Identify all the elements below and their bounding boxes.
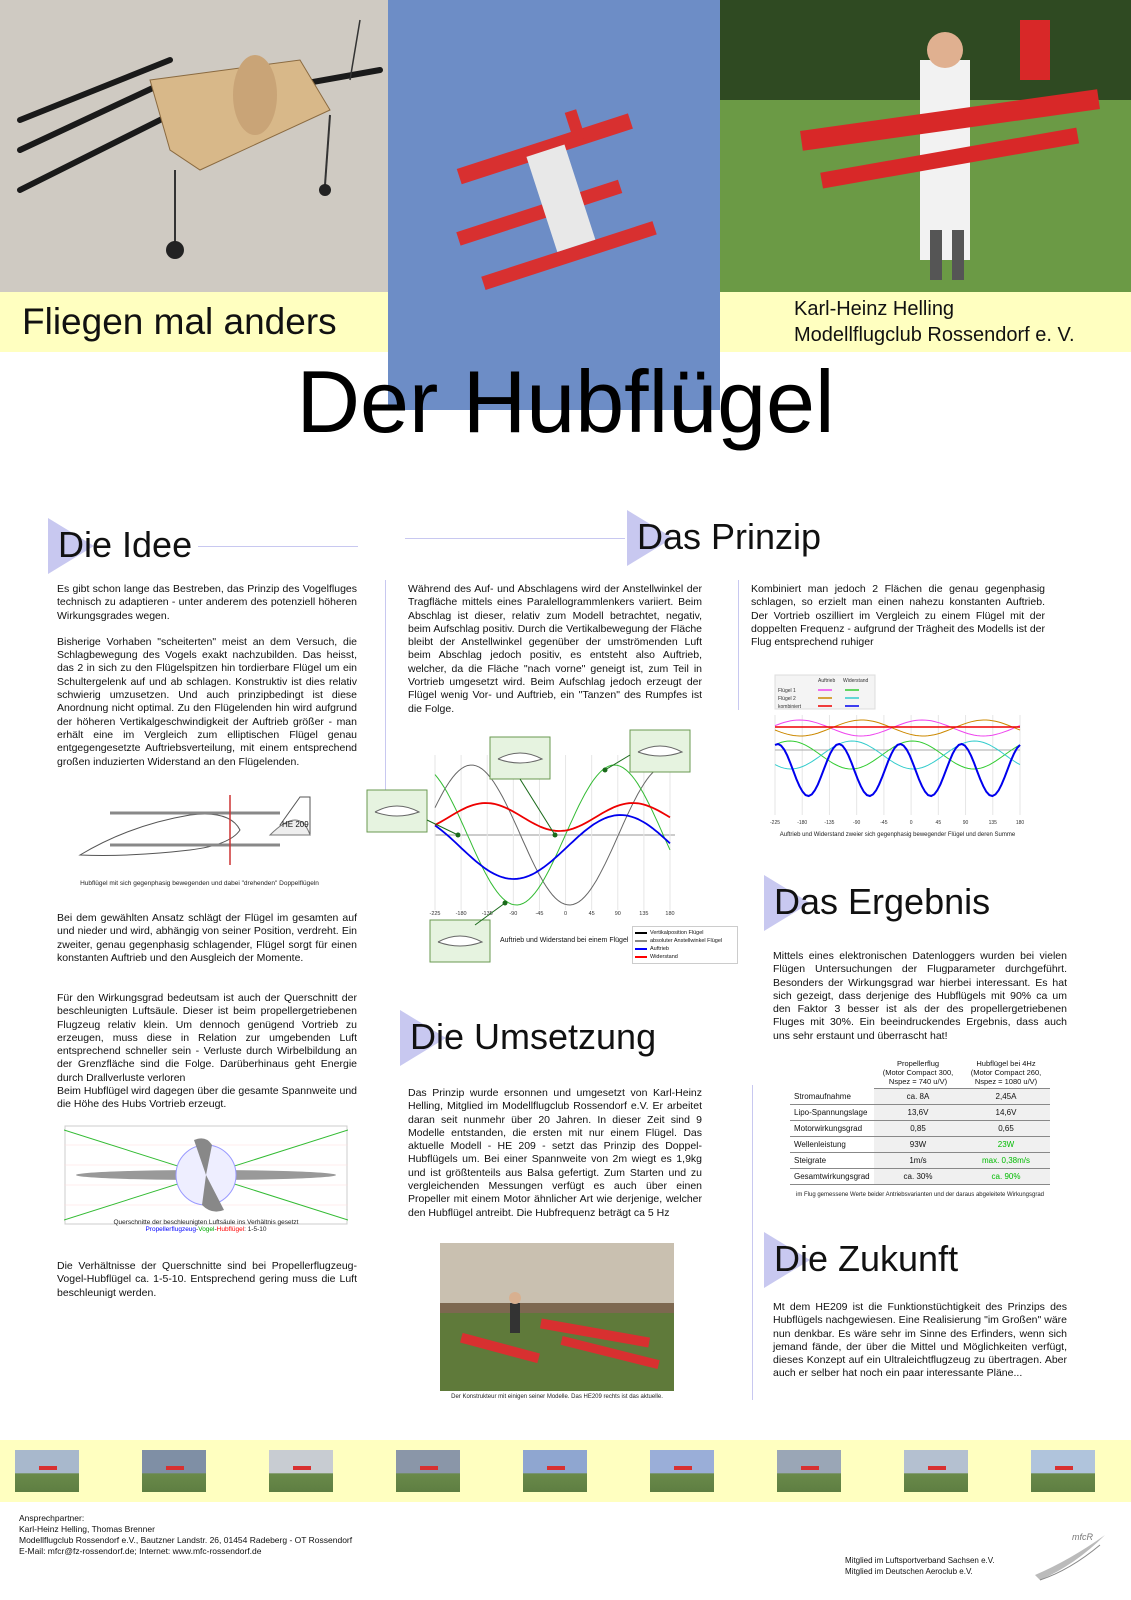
tick-label: 0 bbox=[564, 911, 568, 917]
value-hub: ca. 90% bbox=[962, 1169, 1050, 1185]
paragraph: Bei dem gewählten Ansatz schlägt der Flügel im gesamten auf und nieder und wird, abhängig von seiner Position, verdreht. Ein zweiter, genau gegenphasig schlagender, Flügel sorgt für einen konstanten Auftrieb und den Ausgleich der Momente. bbox=[57, 912, 357, 964]
section-header-idee bbox=[48, 518, 358, 574]
plane-icon bbox=[420, 1466, 438, 1470]
row-label: Lipo-Spannungslage bbox=[790, 1105, 874, 1121]
table-row bbox=[790, 1105, 1050, 1121]
value-prop: ca. 30% bbox=[874, 1169, 962, 1185]
author-illustration bbox=[720, 0, 1131, 292]
value-hub: 23W bbox=[962, 1137, 1050, 1153]
series-lift bbox=[435, 815, 670, 879]
value-hub: 14,6V bbox=[962, 1105, 1050, 1121]
tick-label: 180 bbox=[665, 911, 675, 917]
constructor-illustration bbox=[440, 1243, 674, 1391]
flight-thumbnail bbox=[523, 1450, 587, 1492]
flight-thumbnail bbox=[1031, 1450, 1095, 1492]
paragraph: Es gibt schon lange das Bestreben, das Prinzip des Vogelfluges technisch zu adaptieren - unter anderem des potenziell höheren Wirkungsgrades wegen. bbox=[57, 583, 357, 622]
flight-thumbnail bbox=[396, 1450, 460, 1492]
series-combined-drag bbox=[775, 744, 1020, 796]
plane-icon bbox=[39, 1466, 57, 1470]
tick-label: -135 bbox=[481, 911, 493, 917]
photo-sky-flight bbox=[388, 0, 720, 410]
value-prop: 13,6V bbox=[874, 1105, 962, 1121]
header-line: Nspez = 740 u/V) bbox=[888, 1077, 948, 1086]
club-logo bbox=[1030, 1530, 1110, 1585]
flight-thumbnail bbox=[904, 1450, 968, 1492]
section-header-umsetzung bbox=[400, 1010, 720, 1066]
main-title: Der Hubflügel bbox=[296, 352, 835, 451]
paragraph: Für den Wirkungsgrad bedeutsam ist auch der Querschnitt der beschleunigten Luftsäule. Dieser ist beim propellergetriebenen Flugzeug relativ klein. Um dennoch genügend Vortrieb zu erzeugen, muss diese in Relation zur umgebenden Luft entsprechend schneller sein - Verluste durch Wirbelbildung an der Grenzfläche sind die Folge. Darüberhinaus geht Energie durch Drallverluste verloren bbox=[57, 992, 357, 1084]
legend-row-label: kombiniert bbox=[778, 704, 802, 710]
plane-icon bbox=[928, 1466, 946, 1470]
fig-label-he209: HE 209 bbox=[282, 820, 309, 829]
plane-icon bbox=[1055, 1466, 1073, 1470]
paragraph: Während des Auf- und Abschlagens wird der Anstellwinkel der Tragfläche mittels eines Paralellogrammlenkers variiert. Beim Abschlag ist dieser, relativ zum Modell betrachtet, negativ, beim Aufschlag positiv. Durch die Vertikalbewegung der Fläche bleibt der Anstellwinkel gegenüber der umströmenden Luft beim Abschlag jedoch positiv, es entsteht also Auftrieb, welcher, da die Fläche "nach vorne" geneigt ist, zum Teil in Vortrieb umgesetzt wird. Beim Aufschlag jedoch erzeugt der Flügel wenig Vor- und Auftrieb, ein "Tanzen" des Rumpfes ist die Folge. bbox=[408, 583, 702, 715]
value-hub: 2,45A bbox=[962, 1089, 1050, 1105]
contact-address: Modellflugclub Rossendorf e.V., Bautzner Landstr. 26, 01454 Radeberg - OT Rossendorf bbox=[19, 1535, 353, 1545]
tick-label: -90 bbox=[509, 911, 518, 917]
zukunft-text bbox=[773, 1301, 1067, 1394]
legend-vogel: Vogel bbox=[198, 1226, 215, 1233]
value-hub: 0,65 bbox=[962, 1121, 1050, 1137]
value-prop: 93W bbox=[874, 1137, 962, 1153]
section-title: Das Prinzip bbox=[637, 516, 822, 557]
chart2-svg bbox=[770, 670, 1025, 835]
legend-sep: - bbox=[214, 1226, 217, 1233]
legend-label: Auftrieb bbox=[650, 946, 669, 952]
tick-label: -90 bbox=[853, 820, 861, 826]
umsetzung-text bbox=[408, 1087, 702, 1233]
section-title: Die Umsetzung bbox=[410, 1016, 657, 1057]
tick-label: -45 bbox=[880, 820, 888, 826]
section-title: Die Idee bbox=[58, 524, 193, 565]
tick-label: 135 bbox=[988, 820, 997, 826]
prinzip-text-2 bbox=[751, 583, 1045, 662]
table-corner bbox=[790, 1057, 874, 1089]
photo-caption: Der Konstrukteur mit einigen seiner Modelle. Das HE209 rechts ist das aktuelle. bbox=[451, 1394, 663, 1400]
member-line: Mitglied im Luftsportverband Sachsen e.V. bbox=[845, 1556, 995, 1565]
legend-sep: - bbox=[196, 1226, 199, 1233]
divider-mid2 bbox=[752, 1085, 753, 1400]
tagline: Fliegen mal anders bbox=[22, 301, 337, 342]
value-prop: ca. 8A bbox=[874, 1089, 962, 1105]
legend-entry bbox=[635, 937, 735, 945]
legend-label: Widerstand bbox=[650, 954, 678, 960]
paragraph: Die Verhältnisse der Querschnitte sind bei Propellerflugzeug-Vogel-Hubflügel ca. 1-5-10. Entsprechend gering muss die Luft beschleunigt werden. bbox=[57, 1260, 357, 1299]
row-label: Gesamtwirkungsgrad bbox=[790, 1169, 874, 1185]
paragraph: Mittels eines elektronischen Datenloggers wurden bei vielen Flügen Untersuchungen der Flugparameter durchgeführt. Besonders der Wirkungsgrad war hierbei interessant. Es hat sich gezeigt, dass derjenige des Hubflügels mit 90% ca um den Faktor 3 besser ist als der des propellergetriebenen Fluges mit 30%. Ein beeindruckendes Ergebnis, dass auch uns sehr erstaunt und überrascht hat! bbox=[773, 950, 1067, 1042]
legend-swatch bbox=[635, 940, 647, 942]
figure-airflow-cross-section bbox=[64, 1125, 348, 1225]
value-prop: 0,85 bbox=[874, 1121, 962, 1137]
table-row bbox=[790, 1169, 1050, 1185]
idee-text-2 bbox=[57, 912, 357, 978]
legend-entry bbox=[635, 945, 735, 953]
author-name: Karl-Heinz Helling bbox=[794, 298, 955, 320]
paragraph: Mt dem HE209 ist die Funktionstüchtigkeit des Prinzips des Hubflügels nachgewiesen. Eine Realisierung "im Großen" wäre nun denkbar. Es wäre sehr im Sinne des Erfinders, wenn sich jemand fände, der über die Mittel und Möglichkeiten verfügt, dieses Konzept auf ein Ultraleichtflugzeug zu übertragen. Aber auch er selber hat noch ein paar interessante Pläne... bbox=[773, 1301, 1067, 1380]
header-line: Hubflügel bei 4Hz bbox=[976, 1059, 1036, 1068]
contact-names: Karl-Heinz Helling, Thomas Brenner bbox=[19, 1524, 155, 1534]
chart-double-wing bbox=[770, 670, 1025, 835]
membership-block bbox=[845, 1555, 1045, 1577]
legend-entry bbox=[635, 929, 735, 937]
idee-text-3 bbox=[57, 992, 357, 1125]
tick-label: 180 bbox=[1015, 820, 1025, 826]
section-header-prinzip bbox=[405, 510, 835, 566]
series-wing1-lift bbox=[775, 720, 1020, 736]
section-title: Das Ergebnis bbox=[774, 881, 991, 922]
series-wing2-lift bbox=[775, 720, 1020, 736]
connector-line bbox=[427, 820, 458, 835]
caption-legend bbox=[64, 1226, 348, 1233]
chart1-caption: Auftrieb und Widerstand bei einem Flügel bbox=[500, 937, 629, 944]
double-wing-diagram bbox=[70, 785, 340, 875]
tick-label: -180 bbox=[797, 820, 808, 826]
cross-section-diagram bbox=[64, 1125, 348, 1225]
caption-line: Querschnitte der beschleunigten Luftsäule ins Verhältnis gesetzt bbox=[113, 1219, 299, 1226]
figure-double-wing bbox=[70, 785, 340, 875]
tick-label: 135 bbox=[639, 911, 649, 917]
header-line: (Motor Compact 300, bbox=[882, 1068, 954, 1077]
figure-caption: Hubflügel mit sich gegenphasig bewegenden und dabei "drehenden" Doppelflügeln bbox=[80, 880, 319, 887]
contact-block bbox=[19, 1513, 519, 1557]
idee-text-4 bbox=[57, 1260, 357, 1313]
header-line: Nspez = 1080 u/V) bbox=[974, 1077, 1038, 1086]
legend-swatch bbox=[635, 932, 647, 934]
divider-mid bbox=[738, 580, 739, 710]
figure-caption bbox=[64, 1219, 348, 1233]
table-row bbox=[790, 1089, 1050, 1105]
tagline-band bbox=[0, 292, 388, 352]
section-header-ergebnis bbox=[764, 875, 1044, 931]
model-frame-illustration bbox=[0, 0, 388, 292]
flight-thumbnail bbox=[15, 1450, 79, 1492]
legend-row-label: Flügel 1 bbox=[778, 688, 796, 694]
legend-col-label: Auftrieb bbox=[818, 678, 836, 684]
paragraph: Kombiniert man jedoch 2 Flächen die genau gegenphasig schlagen, so erzielt man einen nahezu konstanten Auftrieb. Der Vortrieb oszilliert im Vergleich zu einem Flügel mit der doppelten Frequenz - aufgrund der Trägheit des Modells ist der Flug entsprechend ruhiger bbox=[751, 583, 1045, 649]
value-hub: max. 0,38m/s bbox=[962, 1153, 1050, 1169]
idee-text-1 bbox=[57, 583, 357, 782]
header-line: (Motor Compact 260, bbox=[970, 1068, 1042, 1077]
tick-label: 0 bbox=[909, 820, 913, 826]
legend-label: absoluter Anstellwinkel Flügel bbox=[650, 938, 723, 944]
plane-icon bbox=[801, 1466, 819, 1470]
value-prop: 1m/s bbox=[874, 1153, 962, 1169]
member-line: Mitglied im Deutschen Aeroclub e.V. bbox=[845, 1567, 973, 1576]
table-body bbox=[790, 1089, 1050, 1185]
tick-label: -225 bbox=[429, 911, 441, 917]
contact-label: Ansprechpartner: bbox=[19, 1513, 85, 1523]
table-col-header bbox=[874, 1057, 962, 1089]
plane-icon bbox=[674, 1466, 692, 1470]
connector-line bbox=[520, 779, 555, 835]
section-title: Die Zukunft bbox=[774, 1238, 959, 1279]
tick-label: -225 bbox=[770, 820, 781, 826]
table-caption: im Flug gemessene Werte beider Antriebsvarianten und der daraus abgeleitete Wirkungsgrad bbox=[795, 1192, 1045, 1198]
legend-entry bbox=[635, 953, 735, 961]
flight-thumbnail bbox=[777, 1450, 841, 1492]
chart1-legend bbox=[632, 926, 738, 964]
prinzip-text-1 bbox=[408, 583, 702, 729]
tick-label: 90 bbox=[962, 820, 969, 826]
tick-label: 45 bbox=[588, 911, 595, 917]
tick-label: -180 bbox=[455, 911, 467, 917]
section-header-zukunft bbox=[764, 1232, 1044, 1288]
legend-ratio: : 1-5-10 bbox=[244, 1226, 267, 1233]
flight-thumbnail bbox=[269, 1450, 333, 1492]
table-col-header bbox=[962, 1057, 1050, 1089]
legend-label: Vertikalposition Flügel bbox=[650, 930, 704, 936]
contact-web: E-Mail: mfcr@fz-rossendorf.de; Internet: www.mfc-rossendorf.de bbox=[19, 1546, 262, 1556]
tick-label: 45 bbox=[935, 820, 942, 826]
legend-prop: Propellerflugzeug bbox=[145, 1226, 197, 1233]
row-label: Stromaufnahme bbox=[790, 1089, 874, 1105]
legend-col-label: Widerstand bbox=[843, 678, 869, 684]
flying-model-illustration bbox=[388, 0, 720, 410]
chart2-caption: Auftrieb und Widerstand zweier sich gegenphasig bewegender Flügel und deren Summe bbox=[779, 832, 1016, 838]
row-label: Steigrate bbox=[790, 1153, 874, 1169]
plane-icon bbox=[166, 1466, 184, 1470]
paragraph: Das Prinzip wurde ersonnen und umgesetzt von Karl-Heinz Helling, Mitglied im Modellflugclub Rossendorf e.V. Er arbeitet daran seit nunmehr über 20 Jahren. In dieser Zeit sind 9 Modelle entstanden, die ersten mit nur einem Flügel. Das aktuelle Modell - HE 209 - setzt das Prinzip des Doppel-Hubflügels um. Bei einer Spannweite von 2m wiegt es 1,9kg und ist größtenteils aus Balsa gefertigt. Zum Starten und zu vergleichenden Messungen verfügt es auch über einen Propeller mit einem Motor ähnlicher Art wie derjenige, welcher den Hubflügel antreibt. Die Hubfrequenz beträgt ca 5 Hz bbox=[408, 1087, 702, 1219]
table-header-row bbox=[790, 1057, 1050, 1089]
tick-label: 90 bbox=[614, 911, 621, 917]
results-table bbox=[790, 1057, 1050, 1185]
ergebnis-text bbox=[773, 950, 1067, 1056]
club-name: Modellflugclub Rossendorf e. V. bbox=[794, 324, 1075, 346]
plane-icon bbox=[547, 1466, 565, 1470]
logo-text: mfcR bbox=[1072, 1532, 1093, 1542]
photo-author-with-model bbox=[720, 0, 1131, 292]
legend-swatch bbox=[635, 948, 647, 950]
legend-hub: Hubflügel bbox=[216, 1226, 245, 1233]
table-row bbox=[790, 1137, 1050, 1153]
header-line: Propellerflug bbox=[896, 1059, 940, 1068]
flight-thumbnail bbox=[650, 1450, 714, 1492]
photo-constructor-models bbox=[440, 1243, 674, 1391]
row-label: Motorwirkungsgrad bbox=[790, 1121, 874, 1137]
tick-label: -45 bbox=[535, 911, 544, 917]
table-row bbox=[790, 1153, 1050, 1169]
plane-icon bbox=[293, 1466, 311, 1470]
logo-swoosh-icon bbox=[1030, 1530, 1110, 1585]
comparison-table bbox=[790, 1057, 1050, 1185]
header-rule bbox=[198, 546, 358, 547]
author-band bbox=[720, 292, 1131, 352]
legend-row-label: Flügel 2 bbox=[778, 696, 796, 702]
photo-model-frame bbox=[0, 0, 388, 292]
table-row bbox=[790, 1121, 1050, 1137]
flight-thumbnail bbox=[142, 1450, 206, 1492]
legend-swatch bbox=[635, 956, 647, 958]
tick-label: -135 bbox=[824, 820, 835, 826]
header-rule bbox=[405, 538, 625, 539]
paragraph: Bisherige Vorhaben "scheiterten" meist an dem Versuch, die Schlagbewegung des Vogels exakt nachzubilden. Das heisst, das 2 in sich zu den Flügelspitzen hin tordierbare Flügel um ein Schultergelenk auf und ab schlagen. Konstruktiv ist dies relativ schwierig umzusetzen. Und auch prinzipbedingt ist diese Anordnung nicht optimal. Zu den Flügelenden hin wird aufgrund der höheren Vertikalgeschwindigkeit der Auftrieb größer - man erhält eine im Vergleich zum elliptischen Flügel genau entgegengesetzte Auftriebsverteilung, mit einem entsprechend großen induzierten Widerstand an den Flügelenden. bbox=[57, 635, 357, 768]
row-label: Wellenleistung bbox=[790, 1137, 874, 1153]
paragraph: Beim Hubflügel wird dagegen über die gesamte Spannweite und die Höhe des Hubs Vortrieb erzeugt. bbox=[57, 1085, 357, 1111]
